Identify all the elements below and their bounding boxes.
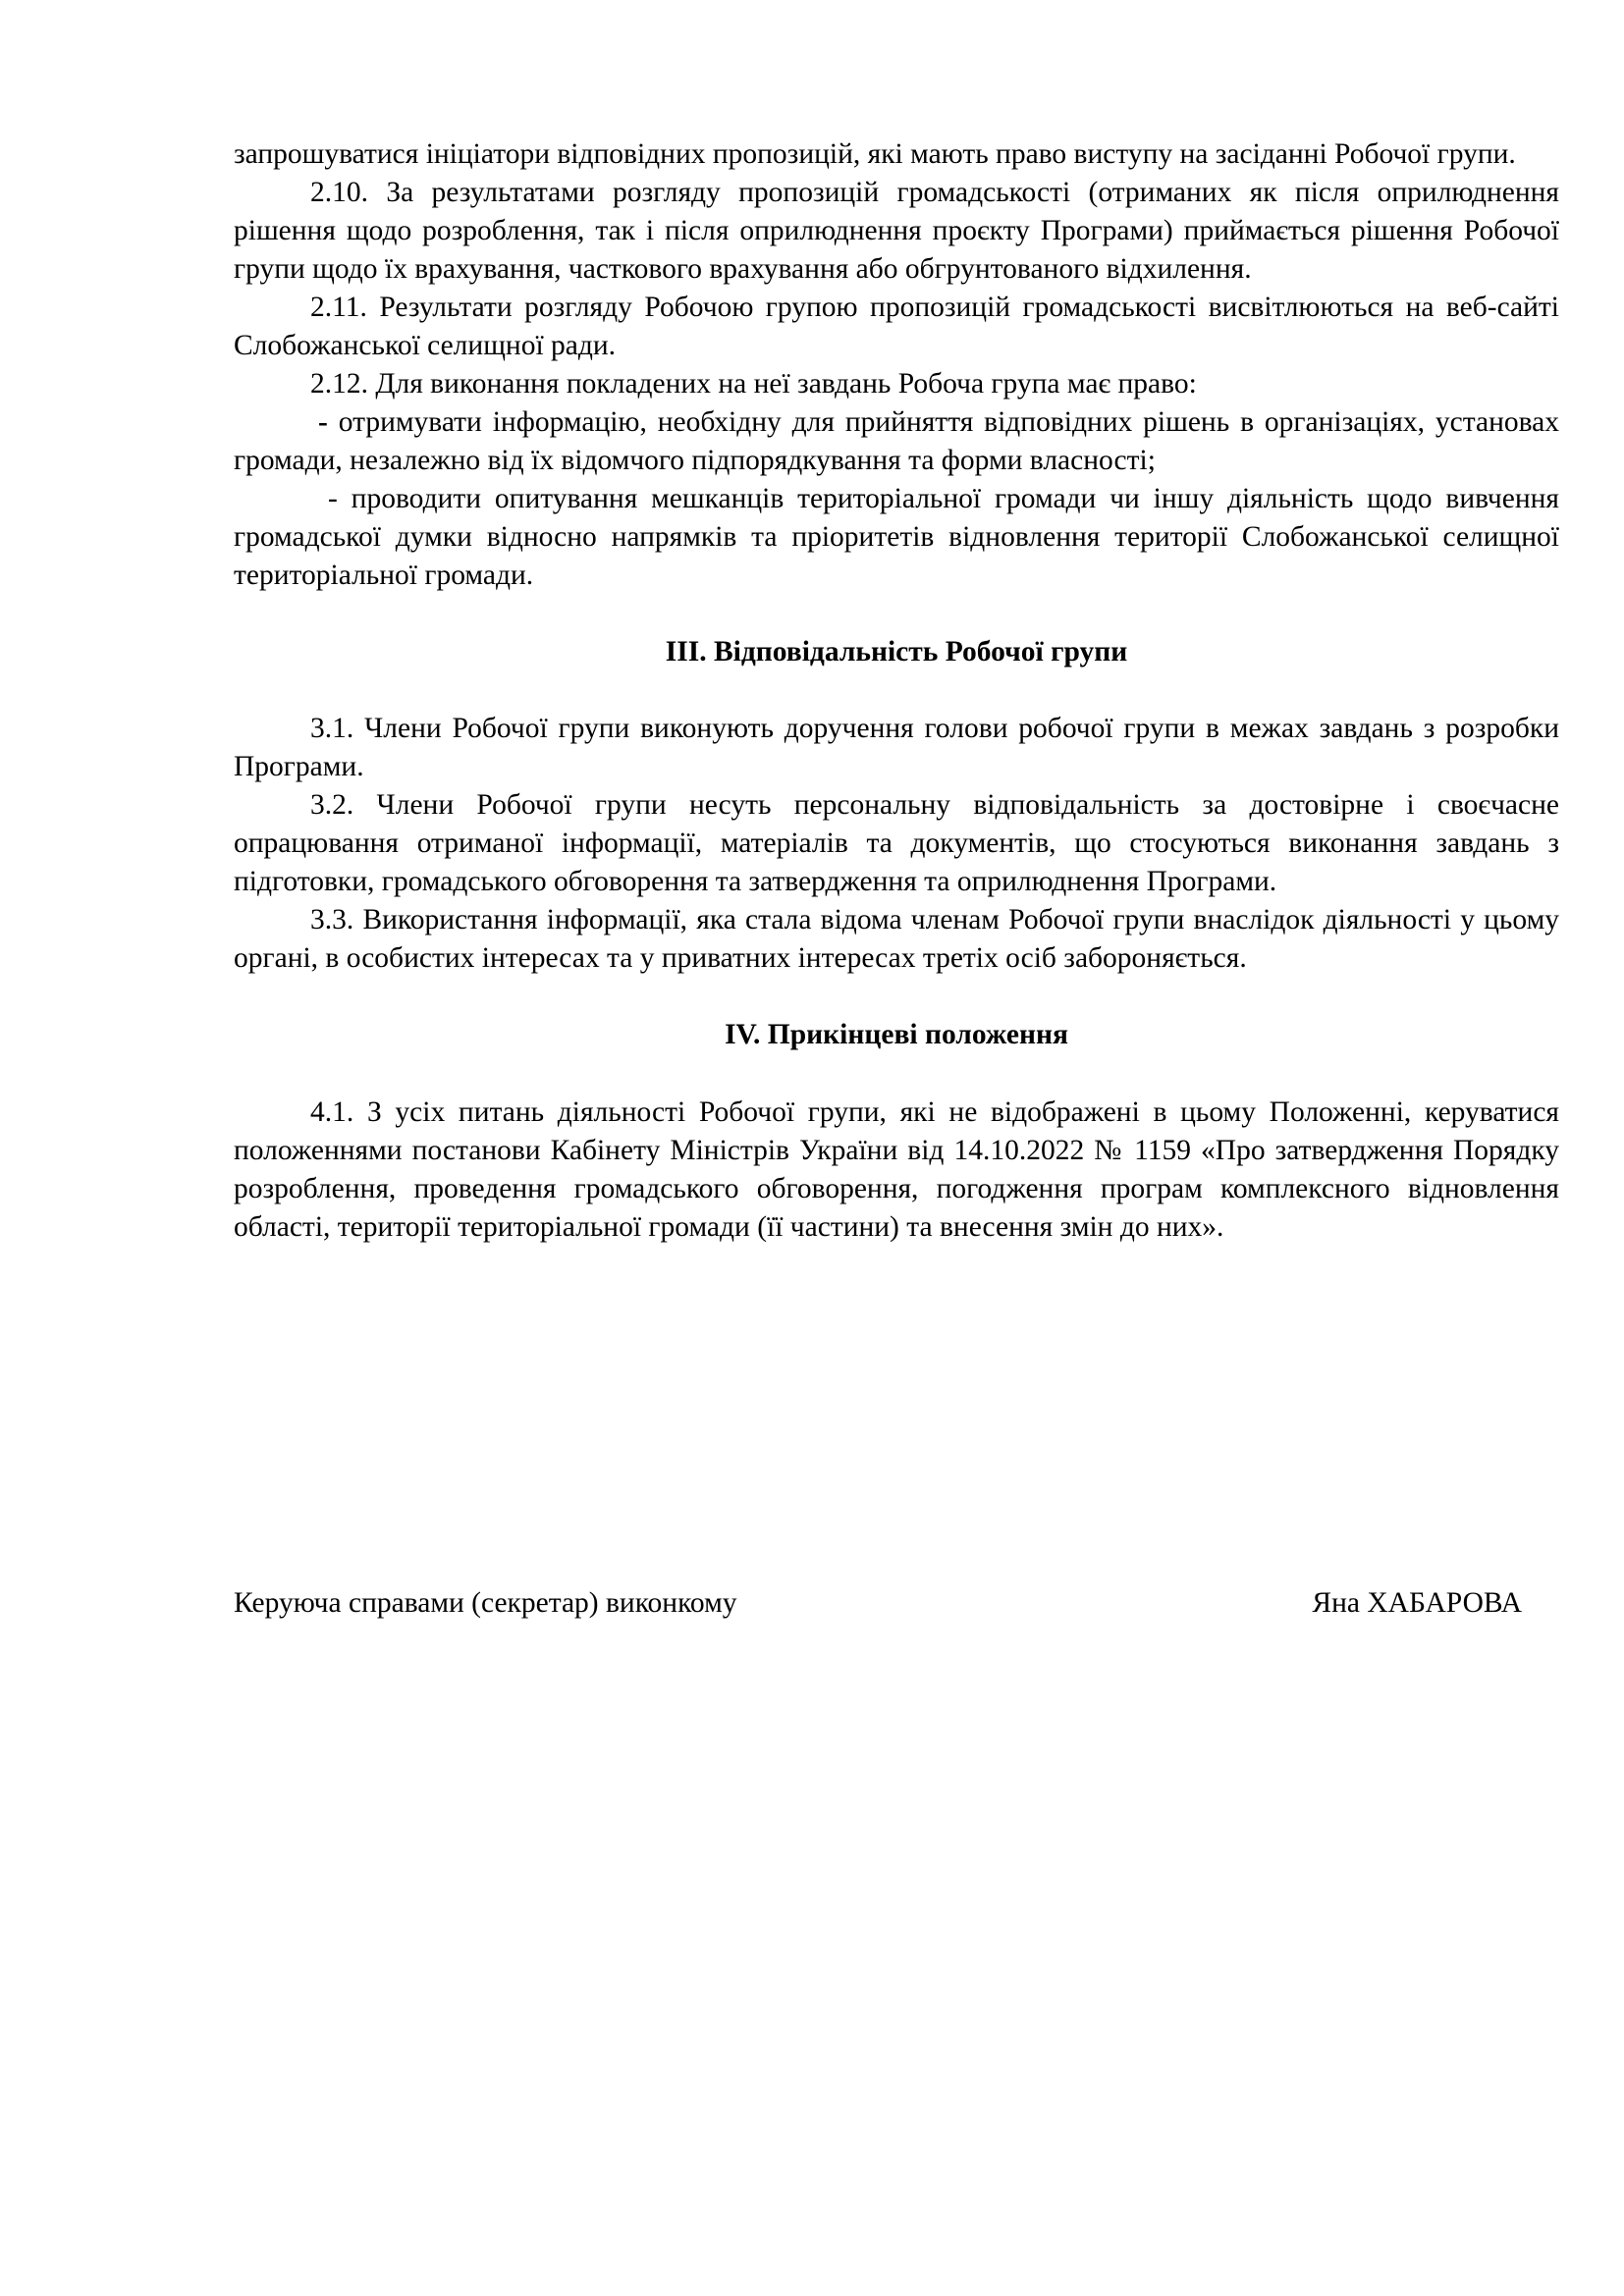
signature-block [234,1584,1522,1623]
section-4-title: IV. Прикінцеві положення [725,1019,1068,1050]
list-item-text: отримувати інформацію, необхідну для прийняття відповідних рішень в організаціях, установах громади, незалежно від їх відомчого підпорядкування та форми власності; [234,406,1559,476]
signatory-name: Яна ХАБАРОВА [1312,1587,1522,1619]
paragraph-4-1: 4.1. З усіх питань діяльності Робочої групи, які не відображені в цьому Положенні, керуватися положеннями постанови Кабінету Міністрів України від 14.10.2022 № 1159 «Про затвердження Порядку розроблення, проведення громадського обговорення, погодження програм комплексного відновлення області, території територіальної громади (її частини) та внесення змін до них». [234,1096,1559,1243]
section-3-title: ІІІ. Відповідальність Робочої групи [665,636,1128,667]
paragraph-2-12: 2.12. Для виконання покладених на неї завдань Робоча група має право: [310,368,1197,400]
paragraph-2-10: 2.10. За результатами розгляду пропозицій громадськості (отриманих як після оприлюднення рішення щодо розроблення, так і після оприлюднення проєкту Програми) приймається рішення Робочої групи щодо їх врахування, часткового врахування або обгрунтованого відхилення. [234,177,1559,285]
list-dash: - [318,406,328,438]
list-item-get-information [234,403,1559,480]
paragraph-2-11: 2.11. Результати розгляду Робочою групою пропозицій громадськості висвітлюються на веб-сайті Слобожанської селищної ради. [234,292,1559,361]
paragraph-3-2: 3.2. Члени Робочої групи несуть персональну відповідальність за достовірне і своєчасне опрацювання отриманої інформації, матеріалів та документів, що стосуються виконання завдань з підготовки, громадського обговорення та затвердження та оприлюднення Програми. [234,789,1559,897]
document-body [234,135,1559,1247]
list-item-survey: - проводити опитування мешканців територіальної громади чи іншу діяльність щодо вивчення громадської думки відносно напрямків та пріоритетів відновлення території Слобожанської селищної територіальної громади. [234,483,1559,591]
paragraph-3-3: 3.3. Використання інформації, яка стала відома членам Робочої групи внаслідок діяльності у цьому органі, в особистих інтересах та у приватних інтересах третіх осіб забороняється. [234,904,1559,974]
paragraph-3-1: 3.1. Члени Робочої групи виконують доручення голови робочої групи в межах завдань з розробки Програми. [234,713,1559,782]
paragraph-continuation: запрошуватися ініціатори відповідних пропозицій, які мають право виступу на засіданні Робочої групи. [234,138,1516,170]
signatory-position: Керуюча справами (секретар) виконкому [234,1587,737,1619]
